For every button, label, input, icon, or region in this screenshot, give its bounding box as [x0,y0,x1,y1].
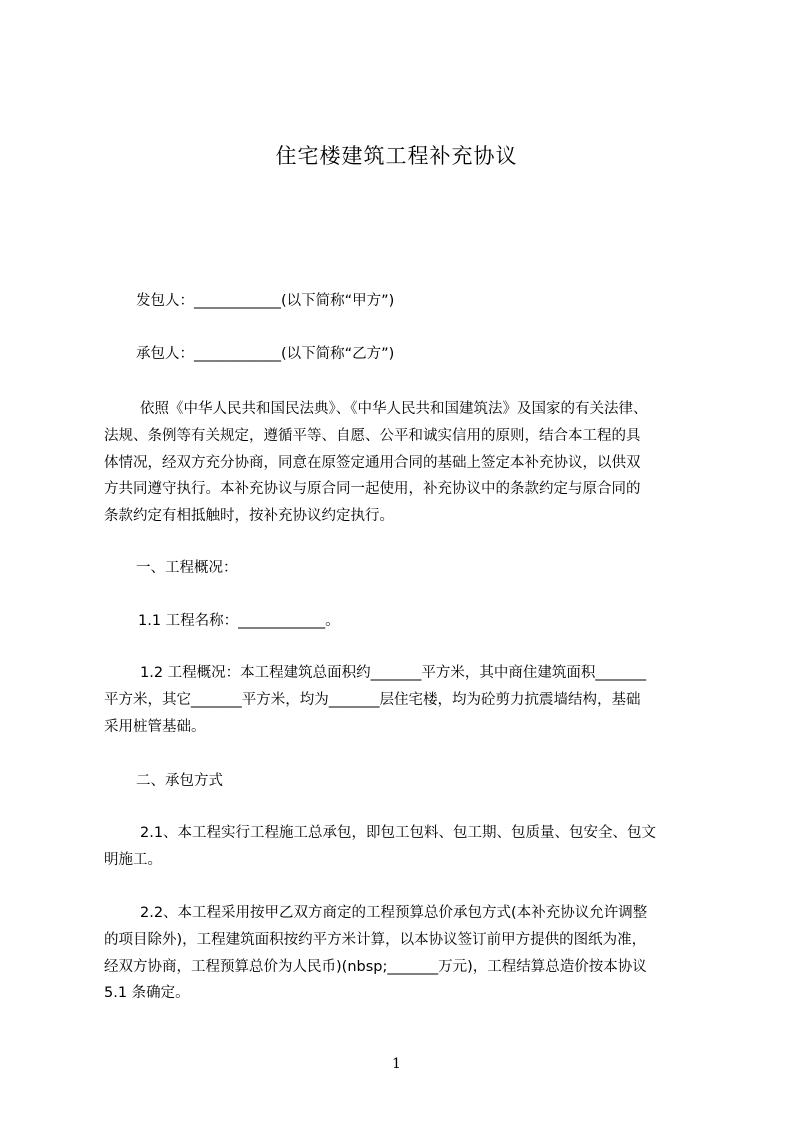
contractor-line: 承包人：____________(以下简称“乙方”) [136,346,395,362]
item-2-2-line-1: 2.2、本工程采用按甲乙双方商定的工程预算总价承包方式(本补充协议允许调整 [140,905,648,921]
item-1-1: 1.1 工程名称：____________。 [138,613,340,629]
section-2-heading: 二、承包方式 [136,773,223,789]
intro-paragraph [104,396,700,530]
employer-line: 发包人：____________(以下简称“甲方”) [136,293,395,309]
item-1-2-line-1: 1.2 工程概况：本工程建筑总面积约_______平方米，其中商住建筑面积_______ [140,665,647,681]
intro-line-2: 法规、条例等有关规定，遵循平等、自愿、公平和诚实信用的原则，结合本工程的具 [104,427,641,444]
page-number: 1 [392,1056,401,1072]
item-2-1-line-1: 2.1、本工程实行工程施工总承包，即包工包料、包工期、包质量、包安全、包文 [140,825,657,841]
intro-line-1: 依照《中华人民共和国民法典》、《中华人民共和国建筑法》及国家的有关法律、 [140,401,648,417]
document-title: 住宅楼建筑工程补充协议 [275,144,518,168]
intro-line-5: 条款约定有相抵触时，按补充协议约定执行。 [104,508,394,525]
item-2-1-paragraph [104,820,700,874]
section-1-heading: 一、工程概况： [136,560,238,576]
item-1-2-line-2: 平方米，其它_______平方米，均为_______层住宅楼，均为砼剪力抗震墙结构，基础 [104,691,641,708]
item-2-1-line-2: 明施工。 [104,851,162,868]
item-2-2-line-3: 经双方协商，工程预算总价为人民币)(nbsp;_______万元)，工程结算总造价按本协议 [104,958,647,975]
item-1-2-paragraph [104,660,700,740]
item-1-2-line-3: 采用桩管基础。 [104,718,206,735]
item-2-2-paragraph [104,900,700,1007]
intro-line-4: 方共同遵守执行。本补充协议与原合同一起使用，补充协议中的条款约定与原合同的 [104,481,641,498]
item-2-2-line-4: 5.1 条确定。 [104,985,190,1002]
item-2-2-line-2: 的项目除外)，工程建筑面积按约平方米计算，以本协议签订前甲方提供的图纸为准， [104,931,647,948]
intro-line-3: 体情况，经双方充分协商，同意在原签定通用合同的基础上签定本补充协议，以供双 [104,454,641,471]
